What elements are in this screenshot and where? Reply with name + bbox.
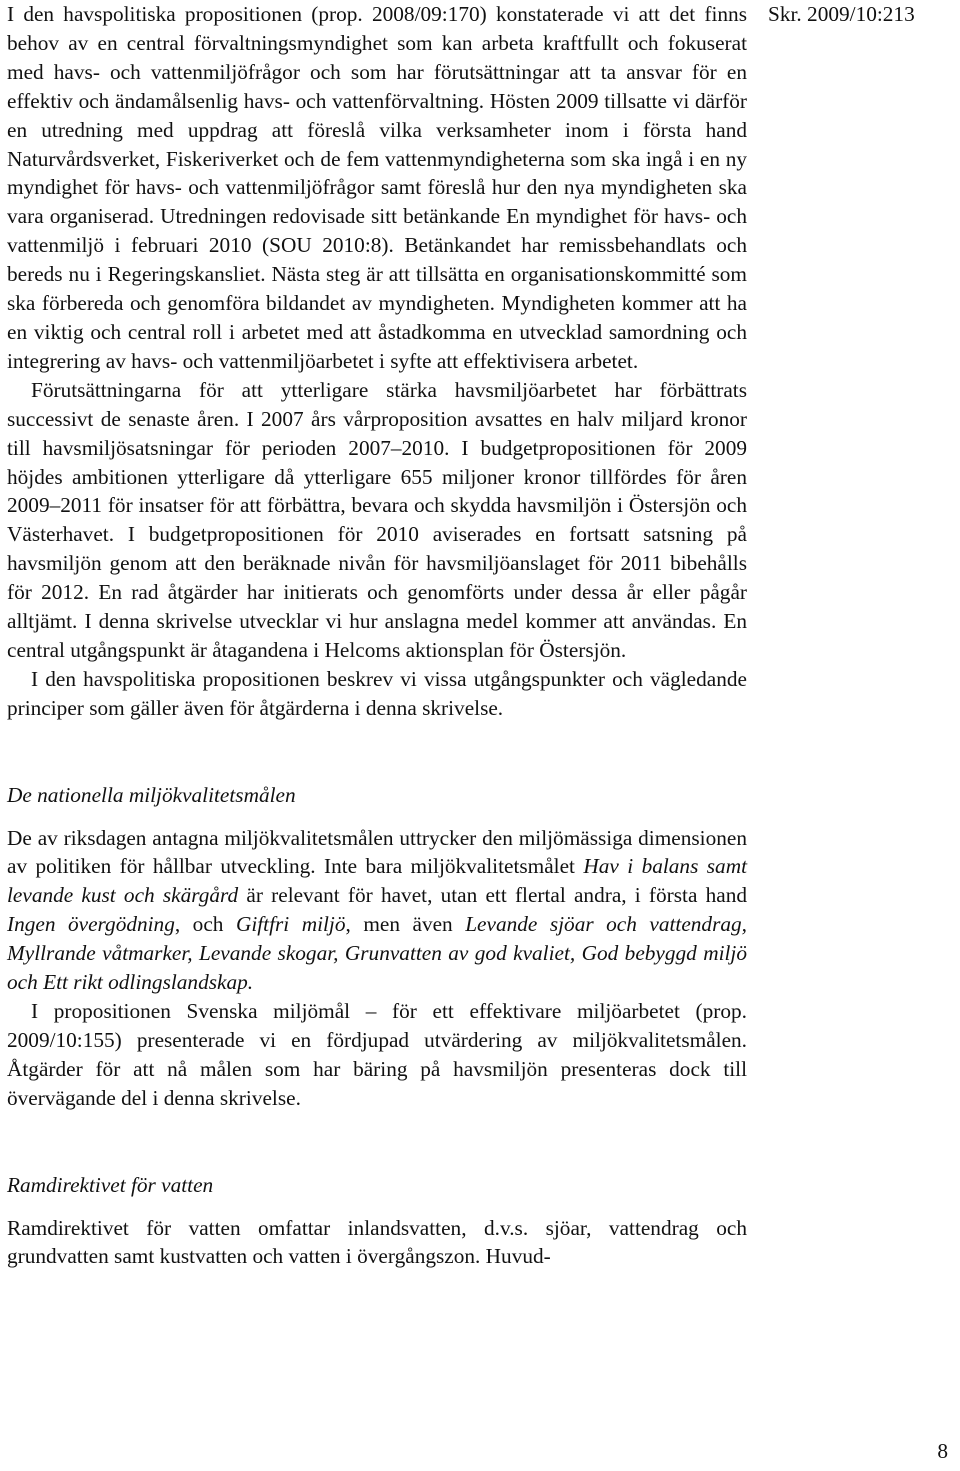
heading-spacer — [7, 810, 747, 824]
document-body — [7, 0, 747, 1271]
text-run: är relevant för havet, utan ett flertal andra, i första hand — [238, 883, 747, 908]
section-spacer — [7, 723, 747, 781]
text-run: De av riksdagen antagna miljökvalitetsmålen uttrycker den miljömässiga dimensionen av politiken för hållbar utveckling. Inte bara miljökvalitetsmålet — [7, 825, 747, 879]
heading-spacer — [7, 1200, 747, 1214]
goal-name-ingen-overgodning: Ingen övergödning — [7, 912, 175, 937]
goal-name-giftfri-miljo: Giftfri miljö — [235, 912, 346, 937]
paragraph-finansiering: Förutsättningarna för att ytterligare stärka havsmiljöarbetet har förbättrats successivt de senaste åren. I 2007 års vårproposition avsattes en halv miljard kronor till havsmiljösatsningar för perioden 2007–2010. I budgetpropositionen för 2009 höjdes ambitionen ytterligare då ytterligare 655 miljoner kronor tillfördes för åren 2009–2011 för insatser för att förbättra, bevara och skydda havsmiljön i Östersjön och Västerhavet. I budgetpropositionen för 2010 aviserades en fortsatt satsning på havsmiljön genom att den beräknade nivån för havsmiljöanslaget för 2011 bibehålls för 2012. En rad åtgärder har initierats och genomförts under dessa år eller pågår alltjämt. I denna skrivelse utvecklar vi hur anslagna medel kommer att användas. En central utgångspunkt är åtagandena i Helcoms aktionsplan för Östersjön. — [7, 377, 747, 662]
paragraph-ramdirektivet: Ramdirektivet för vatten omfattar inlandsvatten, d.v.s. sjöar, vattendrag och grundvatten samt kustvatten och vatten i övergångszon. Huvud- — [7, 1215, 747, 1269]
text-run: , men även — [345, 912, 466, 937]
goal-name-hav-i-balans: Hav i balans samt levande kust och skärgård — [7, 854, 747, 908]
text-run: , och — [174, 912, 236, 937]
document-reference: Skr. 2009/10:213 — [768, 2, 915, 26]
paragraph-myndighet: I den havspolitiska propositionen (prop. 2008/09:170) konstaterade vi att det finns behov av en central förvaltningsmyndighet som kan arbeta kraftfullt och fokuserat med havs- och vattenmiljöfrågor och som har förutsättningar att ta ansvar för en effektiv och ändamålsenlig havs- och vattenförvaltning. Hösten 2009 tillsatte vi därför en utredning med uppdrag att föreslå vilka verksamheter inom i första hand Naturvårdsverket, Fiskeriverket och de fem vattenmyndigheterna som ska ingå i en ny myndighet för havs- och vattenmiljöfrågor samt föreslå hur den nya myndigheten ska vara organiserad. Utredningen redovisade sitt betänkande En myndighet för havs- och vattenmiljö i februari 2010 (SOU 2010:8). Betänkandet har remissbehandlats och bereds nu i Regeringskansliet. Nästa steg är att tillsätta en organisationskommitté som ska förbereda och genomföra bildandet av myndigheten. Myndigheten kommer att ha en viktig och central roll i arbetet med att åstadkomma en utvecklad samordning och integrering av havs- och vattenmiljöarbetet i syfte att effektivisera arbetet. — [7, 2, 747, 373]
page-number: 8 — [937, 1439, 948, 1463]
section-heading-miljokvalitetsmal: De nationella miljökvalitetsmålen — [7, 782, 296, 807]
section-spacer — [7, 1113, 747, 1171]
paragraph-utgangspunkter: I den havspolitiska propositionen beskrev vi vissa utgångspunkter och vägledande principer som gäller även för åtgärderna i denna skrivelse. — [7, 666, 747, 720]
goal-names-list: Levande sjöar och vattendrag, Myllrande våtmarker, Levande skogar, Grunvatten av god kvaliet, God bebyggd miljö och Ett rikt odlingslandskap. — [7, 912, 747, 995]
section-heading-ramdirektivet: Ramdirektivet för vatten — [7, 1172, 214, 1197]
paragraph-svenska-miljomal: I propositionen Svenska miljömål – för ett effektivare miljöarbetet (prop. 2009/10:155) presenterade vi en fördjupad utvärdering av miljökvalitetsmålen. Åtgärder för att nå målen som har bäring på havsmiljön presenteras dock till övervägande del i denna skrivelse. — [7, 999, 747, 1110]
paragraph-miljokvalitetsmal — [7, 824, 747, 997]
